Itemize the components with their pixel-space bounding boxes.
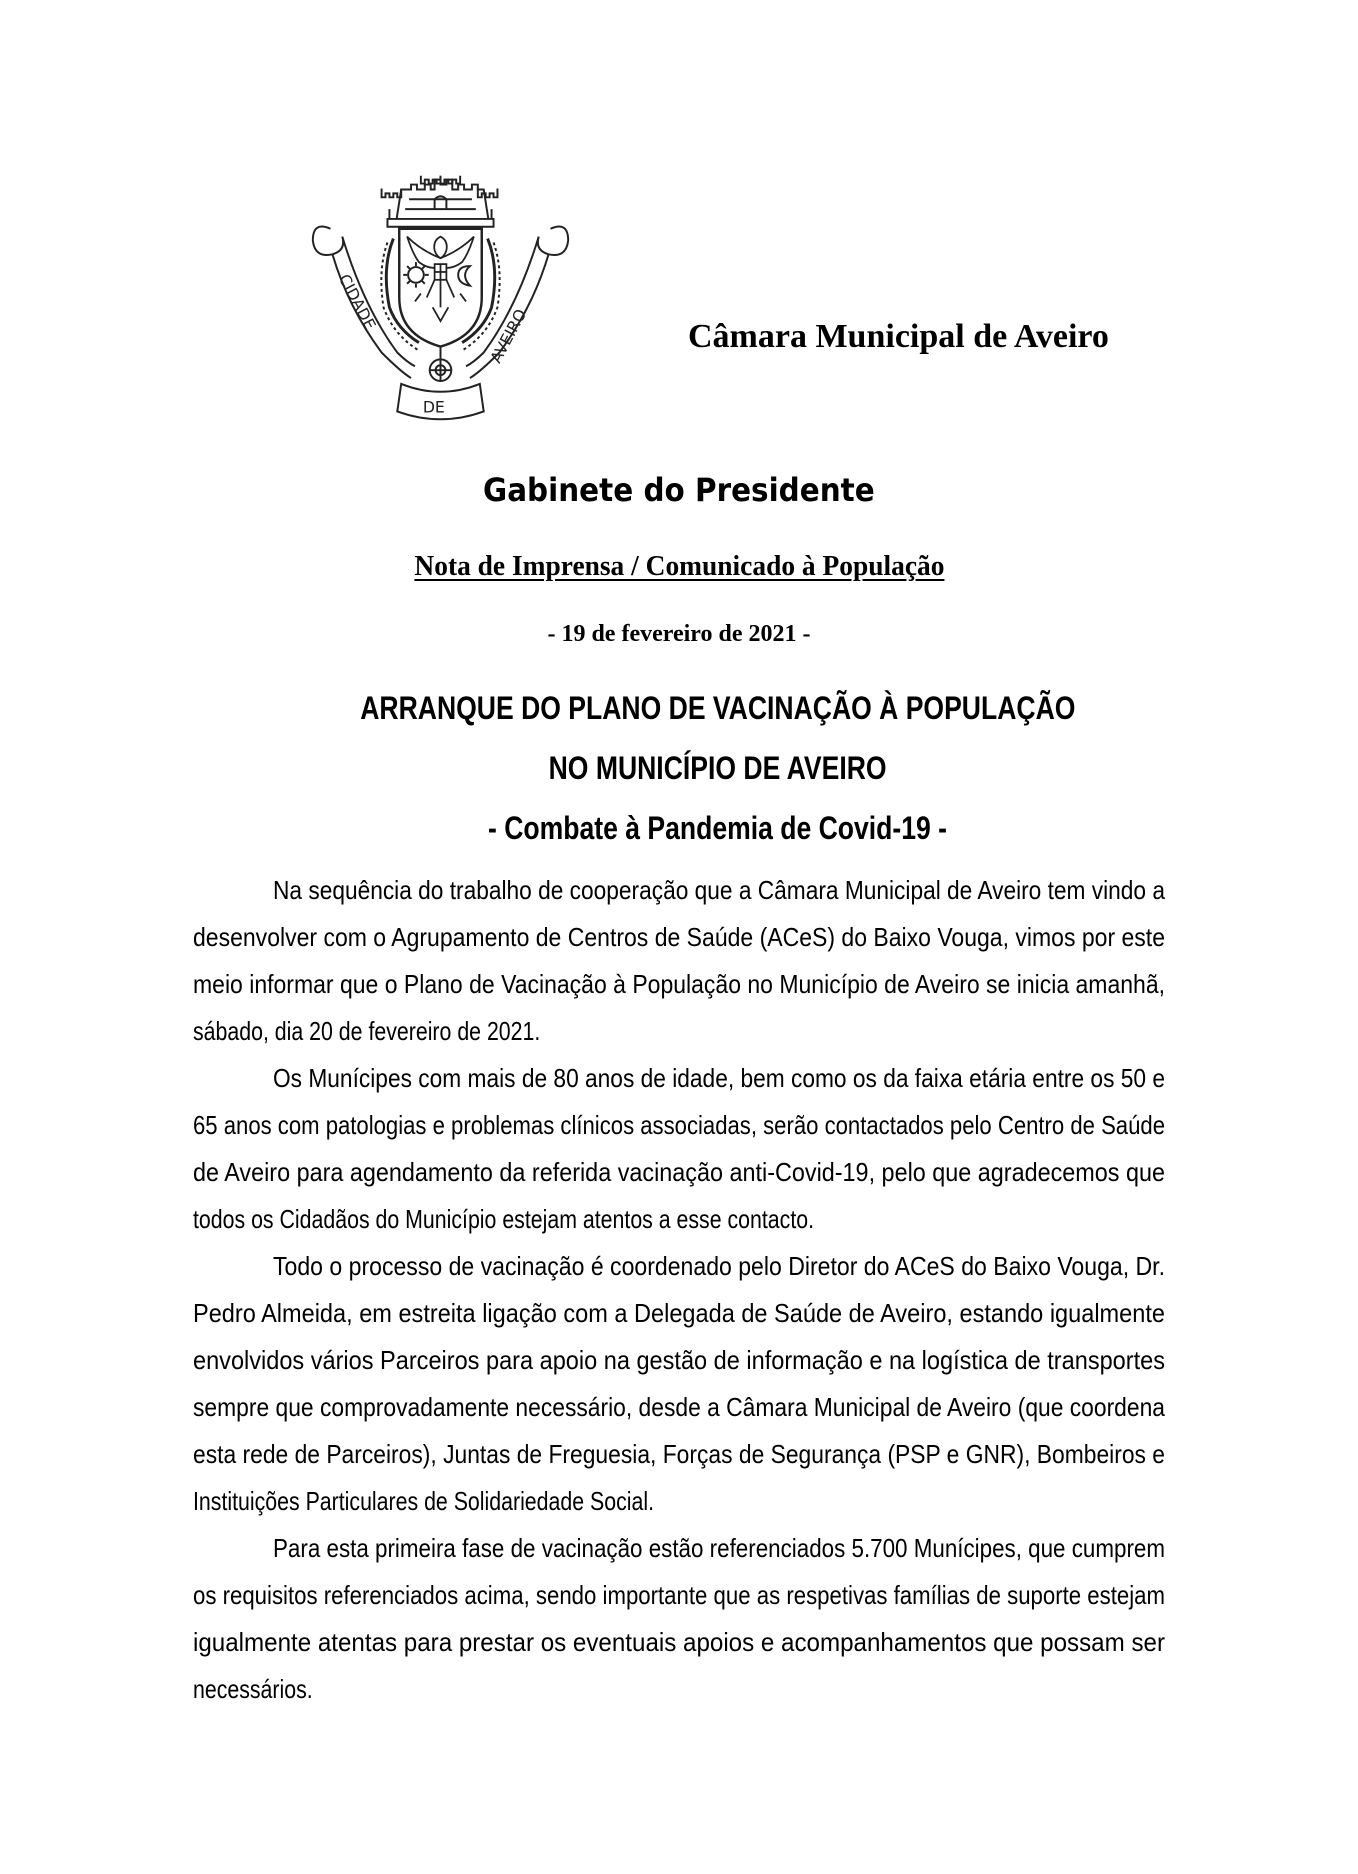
body-line	[193, 1619, 1165, 1666]
body-line-text: necessários.	[193, 1674, 313, 1704]
body-line	[193, 1055, 1165, 1102]
body-line	[193, 1243, 1165, 1290]
document-type	[0, 553, 1358, 581]
document-date: - 19 de fevereiro de 2021 -	[547, 621, 811, 647]
body-line	[193, 1478, 1165, 1525]
body-line-text: de Aveiro para agendamento da referida vacinação anti-Covid-19, pelo que agradecemos que	[193, 1157, 1165, 1187]
body-line-text: desenvolver com o Agrupamento de Centros de Saúde (ACeS) do Baixo Vouga, vimos por este	[193, 922, 1165, 952]
body-line	[193, 1290, 1165, 1337]
body-line	[193, 1431, 1165, 1478]
body-line-text: Para esta primeira fase de vacinação estão referenciados 5.700 Munícipes, que cumprem	[273, 1533, 1165, 1563]
headline-line-1	[0, 692, 1358, 724]
headline-subtitle-text: - Combate à Pandemia de Covid-19 -	[488, 810, 948, 846]
body-line-text: esta rede de Parceiros), Juntas de Freguesia, Forças de Segurança (PSP e GNR), Bombeiros e	[193, 1439, 1165, 1469]
body-line	[193, 1384, 1165, 1431]
body-text	[193, 867, 1165, 1713]
headline-subtitle	[0, 812, 1358, 844]
body-line-text: Os Munícipes com mais de 80 anos de idade, bem como os da faixa etária entre os 50 e	[273, 1063, 1165, 1093]
body-line-text: 65 anos com patologias e problemas clínicos associadas, serão contactados pelo Centro de Saúde	[193, 1110, 1165, 1140]
medal-icon	[430, 347, 452, 381]
body-line	[193, 1525, 1165, 1572]
body-line	[193, 1008, 1165, 1055]
body-line-text: os requisitos referenciados acima, sendo importante que as respetivas famílias de suporte estejam	[193, 1580, 1165, 1610]
body-line	[193, 1572, 1165, 1619]
body-line-text: igualmente atentas para prestar os eventuais apoios e acompanhamentos que possam ser	[193, 1627, 1165, 1657]
body-line-text: Todo o processo de vacinação é coordenado pelo Diretor do ACeS do Baixo Vouga, Dr.	[273, 1251, 1165, 1281]
body-line-text: Instituições Particulares de Solidariedade Social.	[193, 1486, 655, 1516]
body-line-text: sábado, dia 20 de fevereiro de 2021.	[193, 1016, 541, 1046]
office-heading-text: Gabinete do Presidente	[483, 471, 875, 509]
body-line-text: envolvidos vários Parceiros para apoio na gestão de informação e na logística de transportes	[193, 1345, 1165, 1375]
headline-line-2-text: NO MUNICÍPIO DE AVEIRO	[549, 750, 887, 786]
body-line	[193, 1337, 1165, 1384]
mural-crown-icon	[382, 176, 498, 227]
body-line	[193, 1196, 1165, 1243]
city-crest-logo	[303, 160, 578, 435]
body-line	[193, 867, 1165, 914]
svg-text:AVEIRO: AVEIRO	[486, 305, 531, 367]
office-heading	[0, 471, 1358, 509]
body-line-text: meio informar que o Plano de Vacinação à População no Município de Aveiro se inicia amanhã,	[193, 969, 1165, 999]
body-line-text: todos os Cidadãos do Município estejam atentos a esse contacto.	[193, 1204, 815, 1234]
document-type-text: Nota de Imprensa / Comunicado à População	[413, 551, 945, 582]
organization-name: Câmara Municipal de Aveiro	[688, 318, 1109, 355]
body-line	[193, 1102, 1165, 1149]
body-line-text: Na sequência do trabalho de cooperação que a Câmara Municipal de Aveiro tem vindo a	[273, 875, 1165, 905]
svg-text:DE: DE	[422, 397, 445, 417]
body-line-text: Pedro Almeida, em estreita ligação com a Delegada de Saúde de Aveiro, estando igualmente	[193, 1298, 1165, 1328]
body-line-text: sempre que comprovadamente necessário, desde a Câmara Municipal de Aveiro (que coordena	[193, 1392, 1165, 1422]
headline-line-1-text: ARRANQUE DO PLANO DE VACINAÇÃO À POPULAÇÃO	[360, 690, 1076, 726]
body-line	[193, 1149, 1165, 1196]
body-line	[193, 914, 1165, 961]
body-line	[193, 961, 1165, 1008]
headline-line-2	[0, 752, 1358, 784]
svg-text:CIDADE: CIDADE	[334, 270, 380, 333]
body-line	[193, 1666, 1165, 1713]
